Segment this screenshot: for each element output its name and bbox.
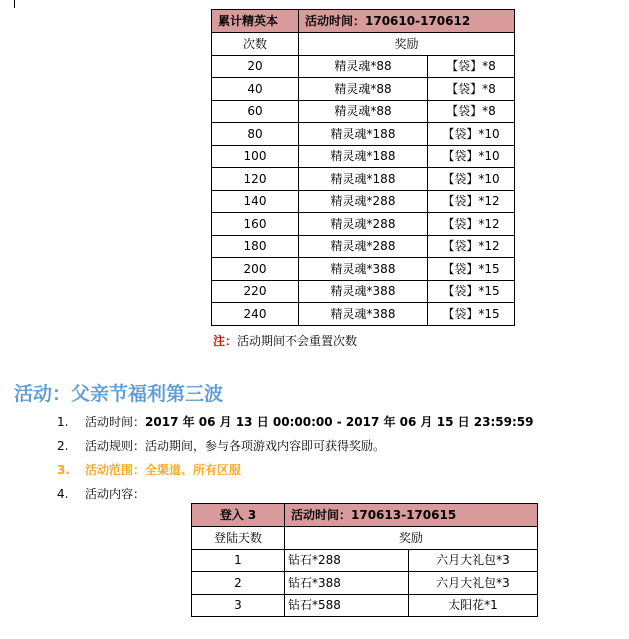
reward-cell: 精灵魂*88: [299, 100, 428, 123]
reward-cell: 精灵魂*188: [299, 123, 428, 146]
list-number: 3.: [57, 463, 70, 477]
reward-cell: 精灵魂*188: [299, 145, 428, 168]
reward-cell: 【袋】*8: [428, 55, 515, 78]
list-number: 2.: [57, 439, 69, 453]
reward-cell: 钻石*588: [285, 594, 409, 617]
reward-cell: 【袋】*8: [428, 78, 515, 101]
count-cell: 200: [212, 258, 299, 281]
table-row: [212, 123, 515, 146]
list-label: 活动范围：: [85, 463, 146, 477]
reward-cell: 【袋】*12: [428, 190, 515, 213]
reward-cell: 【袋】*15: [428, 303, 515, 326]
login-reward-table: [191, 503, 538, 617]
list-label: 活动时间：: [85, 415, 146, 429]
reward-cell: 【袋】*10: [428, 168, 515, 191]
reward-cell: 精灵魂*88: [299, 55, 428, 78]
table-title: 登入 3: [192, 504, 285, 527]
list-item-time: [57, 414, 533, 438]
count-cell: 60: [212, 100, 299, 123]
table-body: [192, 549, 538, 617]
column-header-row: [192, 527, 538, 550]
event-info-list: [57, 414, 533, 510]
table-row: [212, 168, 515, 191]
note: [213, 332, 357, 349]
table-row: [212, 213, 515, 236]
count-cell: 160: [212, 213, 299, 236]
reward-cell: 精灵魂*288: [299, 190, 428, 213]
text-cursor: [14, 0, 15, 8]
table-row: [192, 594, 538, 617]
reward-cell: 精灵魂*388: [299, 303, 428, 326]
table-row: [192, 572, 538, 595]
reward-cell: 【袋】*15: [428, 280, 515, 303]
reward-cell: 六月大礼包*3: [409, 549, 538, 572]
table-row: [192, 549, 538, 572]
count-cell: 40: [212, 78, 299, 101]
reward-cell: 【袋】*12: [428, 213, 515, 236]
table-row: [212, 100, 515, 123]
reward-cell: 六月大礼包*3: [409, 572, 538, 595]
table-header-row: [192, 504, 538, 527]
list-label: 活动内容：: [85, 487, 146, 501]
count-cell: 100: [212, 145, 299, 168]
event-time-value: 2017 年 06 月 13 日 00:00:00 - 2017 年 06 月 15 日 23:59:59: [145, 415, 534, 429]
count-cell: 120: [212, 168, 299, 191]
table-row: [212, 258, 515, 281]
count-cell: 140: [212, 190, 299, 213]
reward-cell: 【袋】*10: [428, 123, 515, 146]
note-prefix: 注：: [213, 334, 238, 348]
column-header-reward: 奖励: [299, 33, 515, 56]
count-cell: 220: [212, 280, 299, 303]
reward-cell: 【袋】*8: [428, 100, 515, 123]
column-header-row: [212, 33, 515, 56]
list-label: 活动规则：: [85, 439, 146, 453]
table-row: [212, 235, 515, 258]
cumulative-elite-table: [211, 9, 515, 326]
count-cell: 240: [212, 303, 299, 326]
table-row: [212, 190, 515, 213]
table-row: [212, 145, 515, 168]
day-cell: 3: [192, 594, 285, 617]
section-title: 活动：父亲节福利第三波: [14, 383, 224, 405]
count-cell: 20: [212, 55, 299, 78]
table-title: 累计精英本: [212, 10, 299, 33]
column-header-reward: 奖励: [285, 527, 538, 550]
day-cell: 1: [192, 549, 285, 572]
reward-cell: 精灵魂*288: [299, 235, 428, 258]
reward-cell: 精灵魂*388: [299, 258, 428, 281]
reward-cell: 精灵魂*88: [299, 78, 428, 101]
count-cell: 80: [212, 123, 299, 146]
day-cell: 2: [192, 572, 285, 595]
event-period: 活动时间：170610-170612: [299, 10, 515, 33]
note-text: 活动期间不会重置次数: [237, 334, 358, 348]
reward-cell: 【袋】*15: [428, 258, 515, 281]
table-body: [212, 55, 515, 325]
table-header-row: [212, 10, 515, 33]
list-number: 4.: [57, 487, 69, 501]
table-row: [212, 78, 515, 101]
table-row: [212, 280, 515, 303]
reward-cell: 精灵魂*388: [299, 280, 428, 303]
column-header-days: 登陆天数: [192, 527, 285, 550]
table-row: [212, 55, 515, 78]
column-header-count: 次数: [212, 33, 299, 56]
reward-cell: 【袋】*12: [428, 235, 515, 258]
list-item-rules: [57, 438, 533, 462]
reward-cell: 【袋】*10: [428, 145, 515, 168]
table-row: [212, 303, 515, 326]
event-rules-value: 活动期间，参与各项游戏内容即可获得奖励。: [145, 439, 386, 453]
reward-cell: 精灵魂*288: [299, 213, 428, 236]
list-item-scope: [57, 462, 533, 486]
reward-cell: 钻石*288: [285, 549, 409, 572]
reward-cell: 太阳花*1: [409, 594, 538, 617]
reward-cell: 钻石*388: [285, 572, 409, 595]
count-cell: 180: [212, 235, 299, 258]
event-period: 活动时间：170613-170615: [285, 504, 538, 527]
list-number: 1.: [57, 415, 69, 429]
reward-cell: 精灵魂*188: [299, 168, 428, 191]
event-scope-value: 全渠道、所有区服: [145, 463, 242, 477]
